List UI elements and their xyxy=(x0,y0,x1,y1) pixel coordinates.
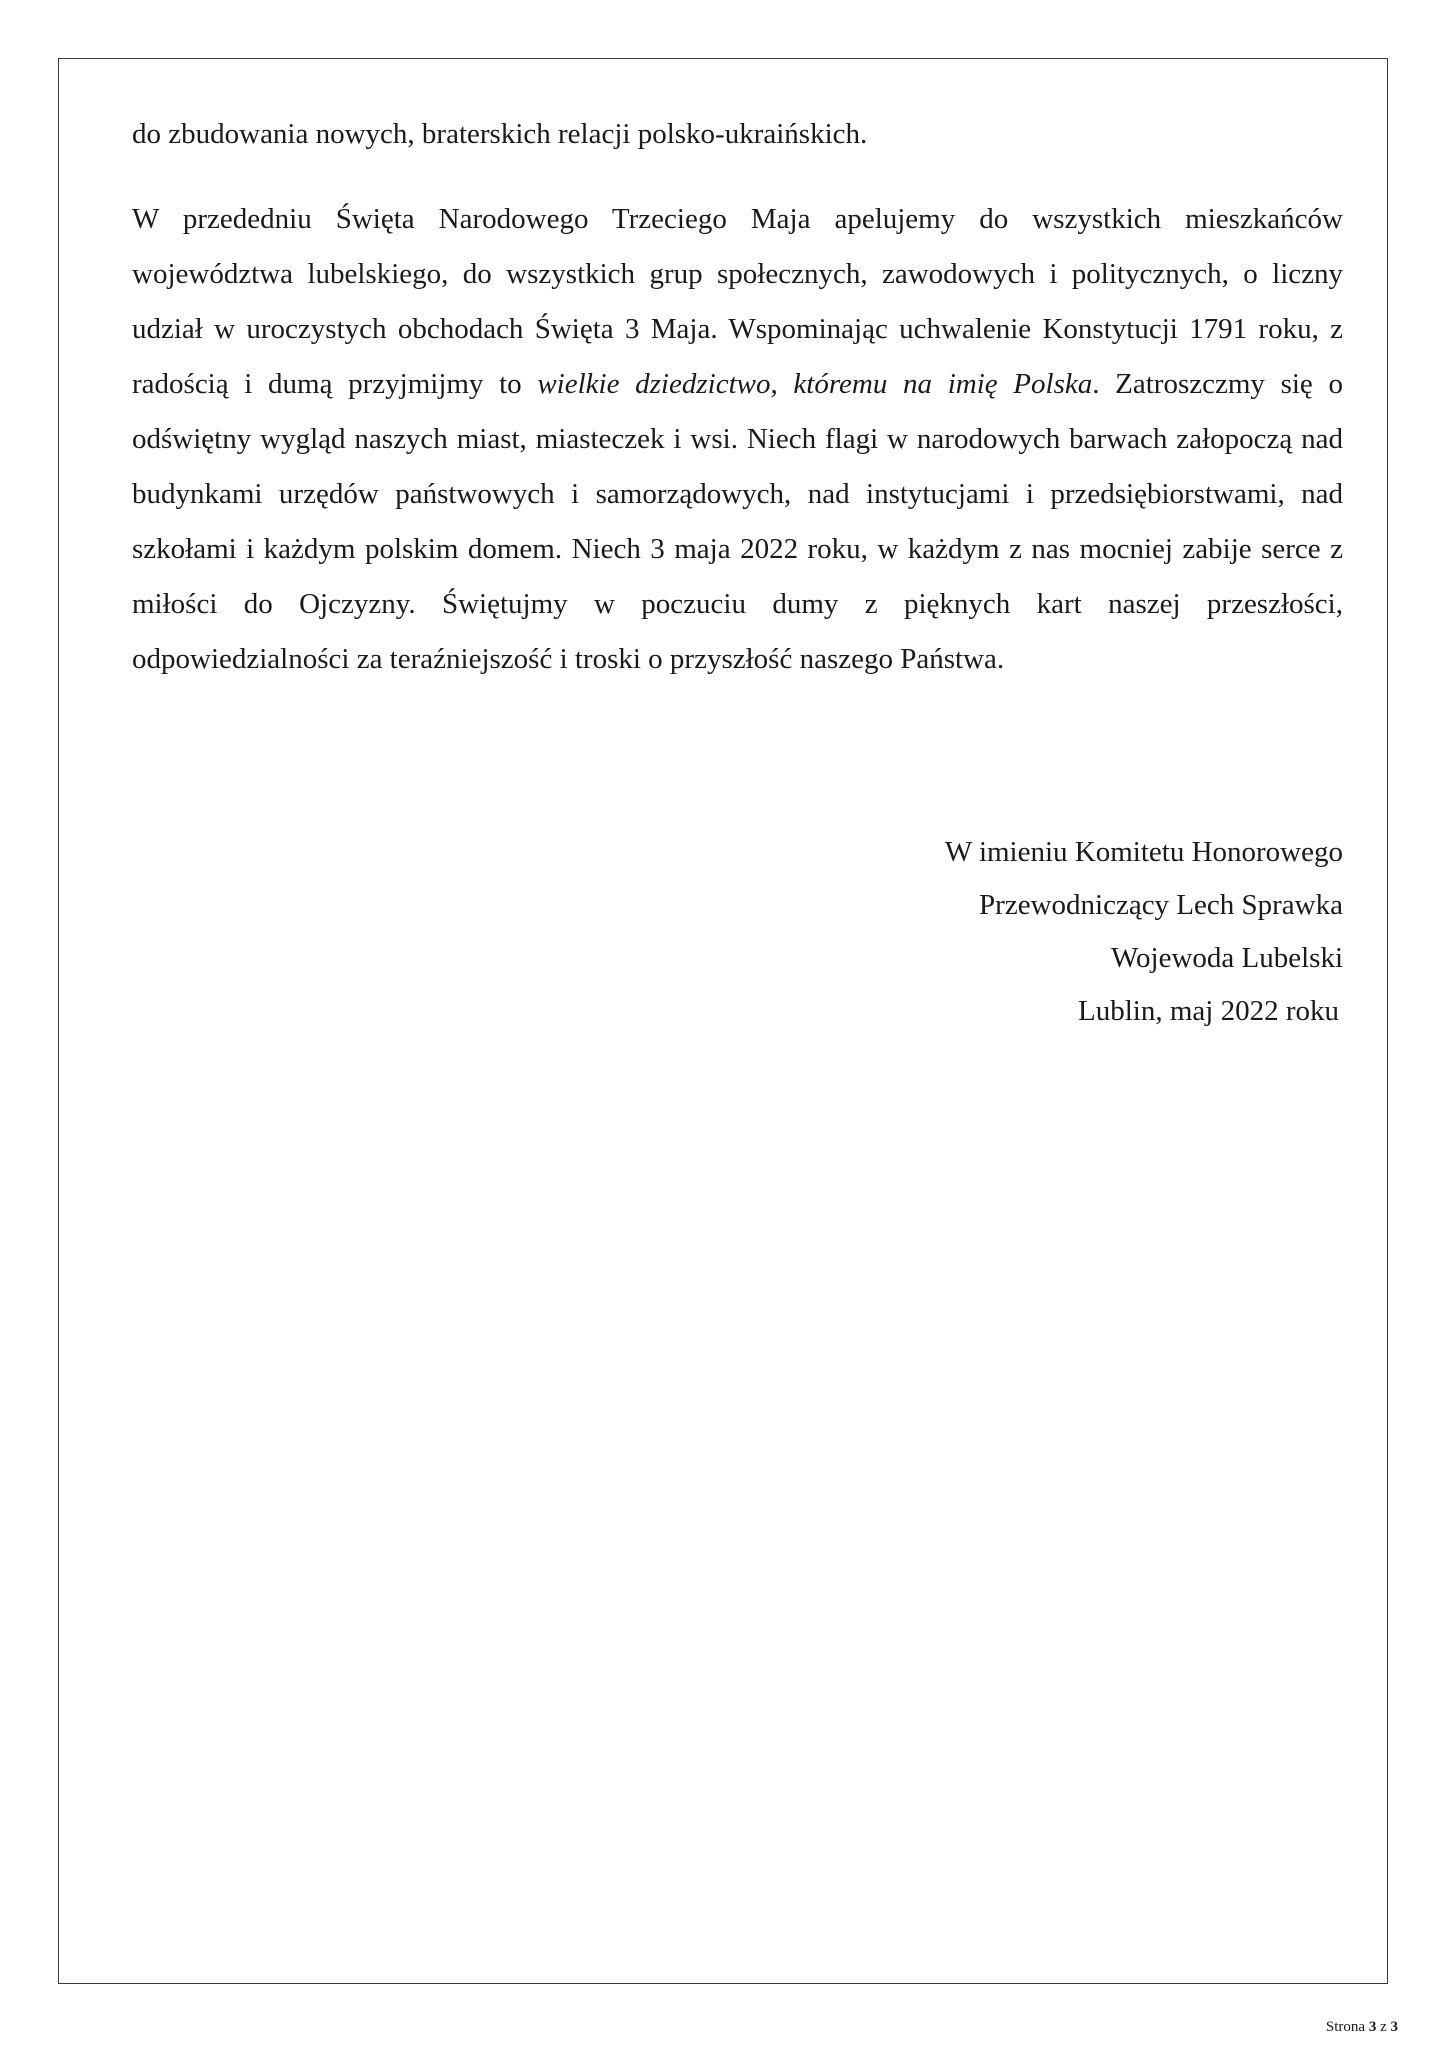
page-number-separator: z xyxy=(1380,2019,1387,2035)
page-number xyxy=(1326,2018,1398,2036)
paragraph-appeal-text-2: . Zatroszczmy się o odświętny wygląd naszych miast, miasteczek i wsi. Niech flagi w narodowych barwach załopoczą nad budynkami urzędów państwowych i samorządowych, nad instytucjami i przedsiębiorstwami, nad szkołami i każdym polskim domem. Niech 3 maja 2022 roku, w każdym z nas mocniej zabije serce z miłości do Ojczyzny. Świętujmy w poczuciu dumy z pięknych kart naszej przeszłości, odpowiedzialności za teraźniejszość i troski o przyszłość naszego Państwa. xyxy=(132,368,1343,675)
paragraph-continuation: do zbudowania nowych, braterskich relacji polsko-ukraińskich. xyxy=(132,118,868,150)
page-number-current: 3 xyxy=(1368,2019,1377,2035)
signature-line-title: Wojewoda Lubelski xyxy=(1110,942,1343,974)
page-number-total: 3 xyxy=(1390,2019,1398,2035)
signature-line-chairman: Przewodniczący Lech Sprawka xyxy=(979,889,1343,921)
signature-line-place-date: Lublin, maj 2022 roku xyxy=(1078,995,1339,1027)
paragraph-appeal-text-1: W przededniu Święta Narodowego Trzeciego Maja apelujemy do wszystkich mieszkańców województwa lubelskiego, do wszystkich grup społecznych, zawodowych i politycznych, o liczny udział w uroczystych obchodach Święta 3 Maja. Wspominając uchwalenie Konstytucji 1791 roku, z radością i dumą przyjmijmy to xyxy=(132,203,1343,400)
paragraph-appeal xyxy=(132,192,1343,687)
signature-block xyxy=(945,826,1343,1038)
paragraph-appeal-italic: wielkie dziedzictwo, któremu na imię Polska xyxy=(537,368,1093,400)
signature-line-committee: W imieniu Komitetu Honorowego xyxy=(944,836,1343,868)
document-body xyxy=(132,107,1343,687)
page-number-label: Strona xyxy=(1325,2019,1366,2035)
